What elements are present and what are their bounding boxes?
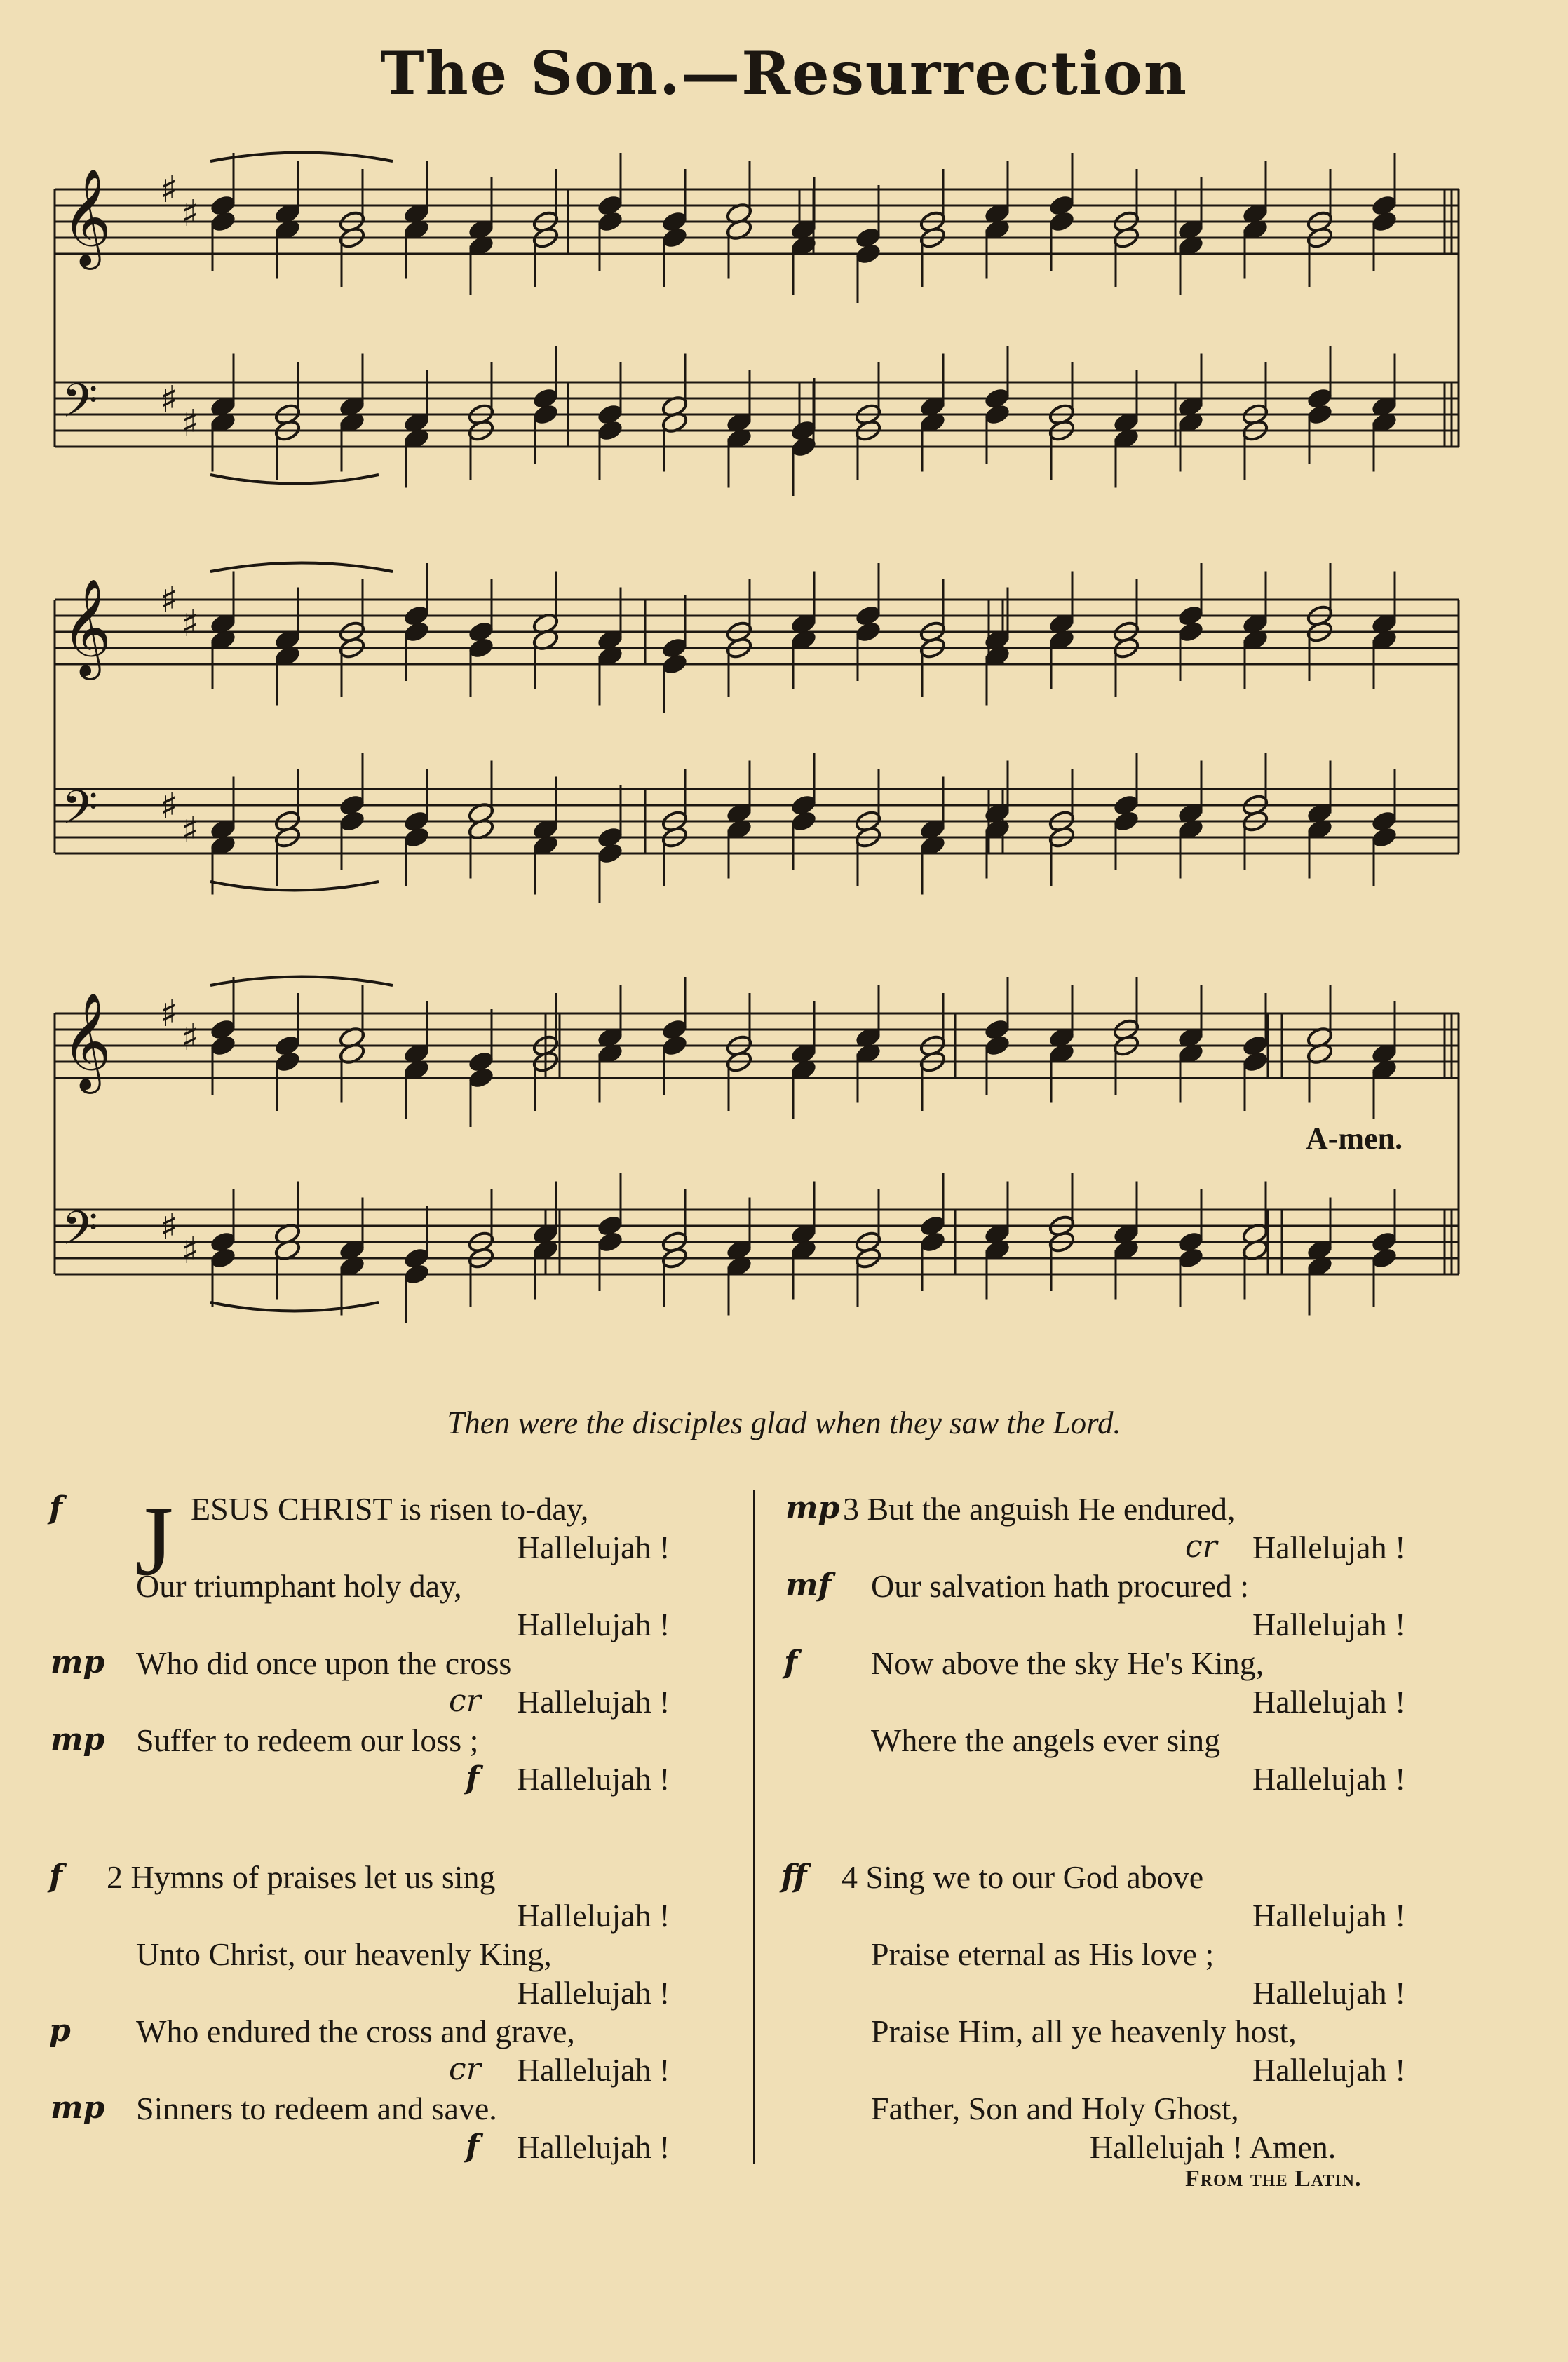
verse-line: 4 Sing we to our God above xyxy=(842,1859,1204,1895)
dynamic-mark: f xyxy=(49,1858,62,1894)
dynamic-mark: mp xyxy=(50,1645,105,1680)
hallelujah-line: Hallelujah ! xyxy=(517,1761,670,1797)
verse-line: Praise Him, all ye heavenly host, xyxy=(871,2013,1297,2049)
bass-clef-icon: 𝄢 xyxy=(62,781,98,846)
sharp-icon: ♯ xyxy=(160,785,178,828)
verse-line: Sinners to redeem and save. xyxy=(136,2091,497,2126)
hallelujah-line: Hallelujah ! xyxy=(1252,1684,1406,1720)
dynamic-mark: f xyxy=(49,1490,62,1526)
dynamic-mark: mp xyxy=(785,1490,840,1526)
hallelujah-line: Hallelujah ! xyxy=(1252,1761,1406,1797)
hymn-title: The Son.—Resurrection xyxy=(380,39,1188,108)
slur xyxy=(210,153,393,162)
hallelujah-line: Hallelujah ! xyxy=(517,1684,670,1720)
verse-line: Who did once upon the cross xyxy=(136,1645,512,1681)
verse-line: Unto Christ, our heavenly King, xyxy=(136,1936,552,1972)
treble-clef-icon: 𝄞 xyxy=(62,168,111,266)
source-attribution: From the Latin. xyxy=(1185,2166,1362,2192)
verse-line: Now above the sky He's King, xyxy=(871,1645,1264,1681)
dynamic-mark: p xyxy=(49,2013,71,2049)
hallelujah-line: Hallelujah ! xyxy=(1252,1898,1406,1934)
sharp-icon: ♯ xyxy=(181,193,199,235)
dynamic-mark: mf xyxy=(785,1567,832,1603)
sharp-icon: ♯ xyxy=(160,379,178,421)
verse-line: Who endured the cross and grave, xyxy=(136,2013,575,2049)
verse-line: Praise eternal as His love ; xyxy=(871,1936,1215,1972)
hallelujah-line: Hallelujah ! xyxy=(517,2129,670,2165)
verse-line: 3 But the anguish He endured, xyxy=(843,1491,1236,1527)
hallelujah-line: Hallelujah ! xyxy=(1252,1975,1406,2011)
dynamic-mark: mp xyxy=(50,2090,105,2126)
hallelujah-line: Hallelujah ! xyxy=(517,2052,670,2088)
dynamic-mark: f xyxy=(466,2128,479,2164)
dynamic-mark: cr xyxy=(449,1683,481,1719)
hallelujah-line: Hallelujah ! xyxy=(1252,1530,1406,1565)
slur xyxy=(210,475,379,484)
bass-clef-icon: 𝄢 xyxy=(62,1201,98,1267)
drop-cap: J xyxy=(135,1485,174,1596)
sharp-icon: ♯ xyxy=(181,403,199,445)
verse-line: Our triumphant holy day, xyxy=(136,1568,462,1604)
dynamic-mark: f xyxy=(784,1645,797,1680)
treble-clef-icon: 𝄞 xyxy=(62,579,111,676)
dynamic-mark: f xyxy=(466,1760,479,1796)
slur xyxy=(210,977,393,986)
sharp-icon: ♯ xyxy=(160,579,178,621)
slur xyxy=(210,563,393,572)
slur xyxy=(210,1302,379,1311)
verse-line: 2 Hymns of praises let us sing xyxy=(107,1859,496,1895)
verse-line: Our salvation hath procured : xyxy=(871,1568,1250,1604)
hallelujah-line: Hallelujah ! xyxy=(517,1607,670,1642)
verse-line: Suffer to redeem our loss ; xyxy=(136,1722,479,1758)
sharp-icon: ♯ xyxy=(160,169,178,211)
hallelujah-line: Hallelujah ! Amen. xyxy=(1090,2129,1337,2165)
scripture-quote: Then were the disciples glad when they saw the Lord. xyxy=(447,1405,1121,1440)
hallelujah-line: Hallelujah ! xyxy=(1252,2052,1406,2088)
sharp-icon: ♯ xyxy=(160,993,178,1035)
hallelujah-line: Hallelujah ! xyxy=(517,1898,670,1934)
verse-line: ESUS CHRIST is risen to-day, xyxy=(191,1491,589,1527)
sharp-icon: ♯ xyxy=(181,809,199,851)
dynamic-mark: mp xyxy=(50,1722,105,1757)
verse-line: Where the angels ever sing xyxy=(871,1722,1221,1758)
hallelujah-line: Hallelujah ! xyxy=(1252,1607,1406,1642)
hallelujah-line: Hallelujah ! xyxy=(517,1530,670,1565)
hallelujah-line: Hallelujah ! xyxy=(517,1975,670,2011)
sharp-icon: ♯ xyxy=(181,1230,199,1272)
verse-line: Father, Son and Holy Ghost, xyxy=(871,2091,1239,2126)
amen-label: A-men. xyxy=(1306,1121,1403,1156)
column-divider xyxy=(753,1490,755,2164)
bass-clef-icon: 𝄢 xyxy=(62,374,98,439)
sharp-icon: ♯ xyxy=(181,603,199,645)
sharp-icon: ♯ xyxy=(181,1017,199,1059)
dynamic-mark: cr xyxy=(1185,1529,1217,1565)
slur xyxy=(210,882,379,891)
dynamic-mark: cr xyxy=(449,2051,481,2087)
dynamic-mark: ff xyxy=(781,1858,807,1894)
treble-clef-icon: 𝄞 xyxy=(62,992,111,1090)
sharp-icon: ♯ xyxy=(160,1206,178,1248)
